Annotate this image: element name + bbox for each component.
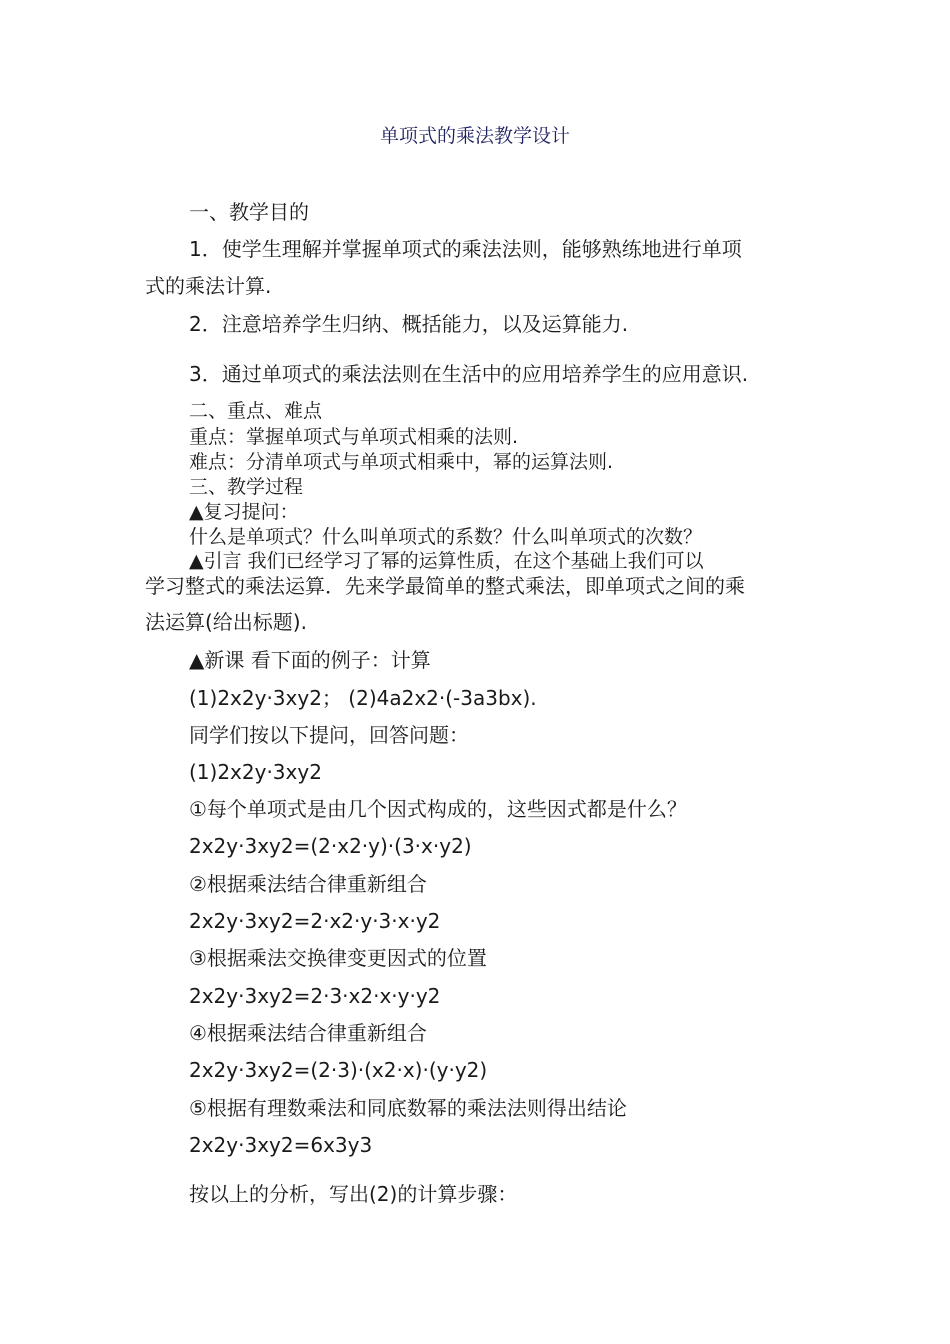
objective-1: 1．使学生理解并掌握单项式的乘法法则，能够熟练地进行单项: [189, 237, 742, 261]
example-1-label: (1)2x2y·3xy2: [189, 760, 322, 784]
introduction-line-3: 法运算(给出标题).: [145, 610, 307, 634]
step-3-text: ③根据乘法交换律变更因式的位置: [189, 946, 487, 970]
section-heading-objectives: 一、教学目的: [189, 200, 309, 224]
step-2-formula: 2x2y·3xy2=2·x2·y·3·x·y2: [189, 909, 441, 933]
step-1-formula: 2x2y·3xy2=(2·x2·y)·(3·x·y2): [189, 834, 472, 858]
objective-3: 3．通过单项式的乘法法则在生活中的应用培养学生的应用意识.: [189, 362, 749, 386]
introduction-line-1: ▲引言 我们已经学习了幂的运算性质，在这个基础上我们可以: [189, 550, 704, 572]
step-1-question: ①每个单项式是由几个因式构成的，这些因式都是什么？: [189, 797, 687, 821]
step-5-formula: 2x2y·3xy2=6x3y3: [189, 1133, 373, 1157]
step-4-formula: 2x2y·3xy2=(2·3)·(x2·x)·(y·y2): [189, 1058, 488, 1082]
example-expressions: (1)2x2y·3xy2； (2)4a2x2·(-3a3bx).: [189, 686, 537, 710]
new-lesson-heading: ▲新课 看下面的例子：计算: [189, 648, 431, 672]
step-5-text: ⑤根据有理数乘法和同底数幂的乘法法则得出结论: [189, 1096, 627, 1120]
step-2-text: ②根据乘法结合律重新组合: [189, 872, 427, 896]
instruction-text: 同学们按以下提问，回答问题：: [189, 723, 469, 747]
objective-2: 2．注意培养学生归纳、概括能力，以及运算能力.: [189, 312, 629, 336]
key-point: 重点：掌握单项式与单项式相乘的法则.: [189, 426, 519, 448]
introduction-line-2: 学习整式的乘法运算．先来学最简单的整式乘法，即单项式之间的乘: [145, 574, 745, 598]
step-3-formula: 2x2y·3xy2=2·3·x2·x·y·y2: [189, 984, 441, 1008]
review-questions: 什么是单项式？什么叫单项式的系数？什么叫单项式的次数？: [189, 526, 703, 548]
section-heading-process: 三、教学过程: [189, 476, 304, 498]
document-title: 单项式的乘法教学设计: [379, 125, 570, 147]
section-heading-key-points: 二、重点、难点: [189, 400, 323, 422]
difficult-point: 难点：分清单项式与单项式相乘中，幂的运算法则.: [189, 451, 614, 473]
review-heading: ▲复习提问：: [189, 501, 299, 523]
objective-1-continued: 式的乘法计算.: [145, 274, 272, 298]
step-4-text: ④根据乘法结合律重新组合: [189, 1021, 427, 1045]
exercise-prompt: 按以上的分析，写出(2)的计算步骤：: [189, 1182, 518, 1206]
